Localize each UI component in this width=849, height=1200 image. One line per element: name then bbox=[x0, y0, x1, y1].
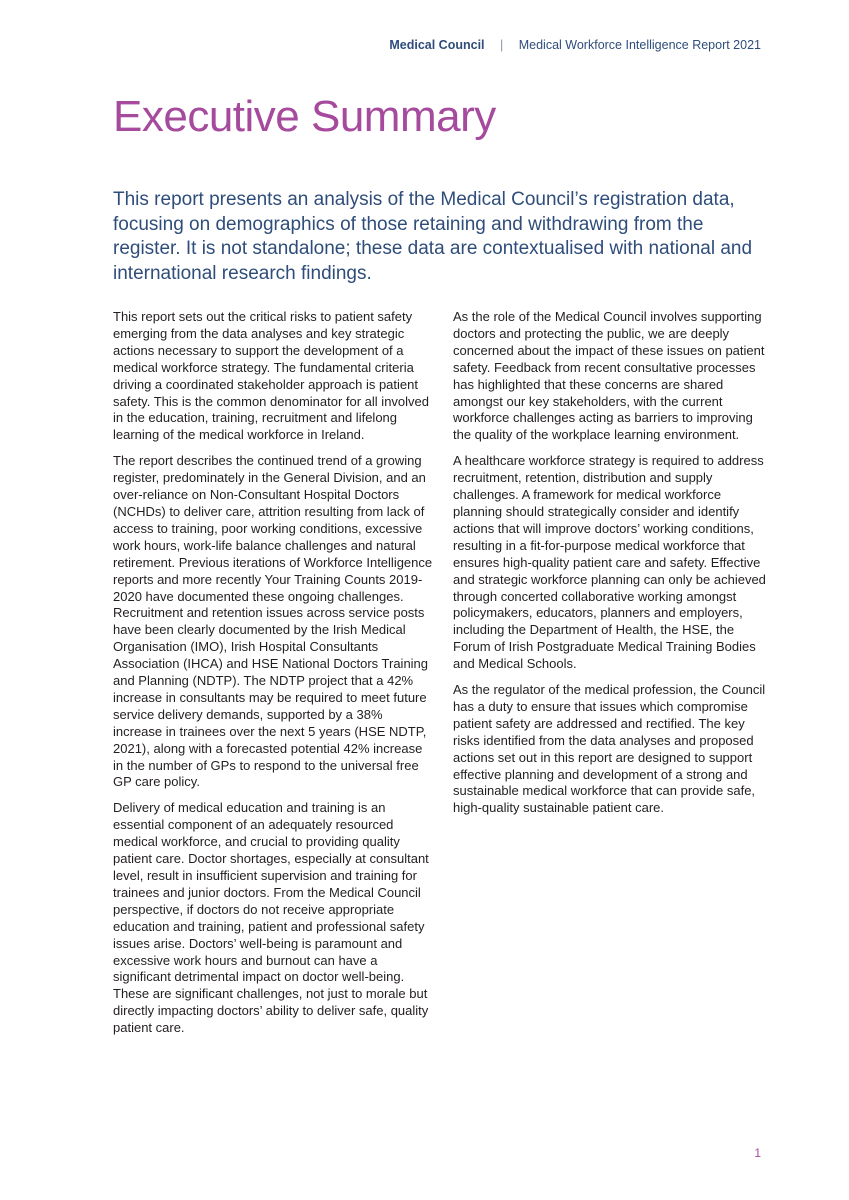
right-paragraph-3: As the regulator of the medical profession, the Council has a duty to ensure that issues which compromise patient safety are addressed and rectified. The key risks identified from the data analyses and proposed actions set out in this report are designed to support effective planning and development of a strong and sustainable medical workforce that can provide safe, high-quality sustainable patient care. bbox=[453, 682, 766, 816]
page-number: 1 bbox=[754, 1146, 761, 1160]
header-organization: Medical Council bbox=[389, 38, 485, 52]
right-column bbox=[453, 309, 768, 826]
header-report-title: Medical Workforce Intelligence Report 2021 bbox=[518, 38, 761, 52]
left-paragraph-3: Delivery of medical education and training is an essential component of an adequately resourced medical workforce, and crucial to providing quality patient care. Doctor shortages, especially at consultant level, result in insufficient supervision and training for trainees and junior doctors. From the Medical Council perspective, if doctors do not receive appropriate education and training, patient and professional safety issues arise. Doctors’ well-being is paramount and excessive work hours and burnout can have a significant detrimental impact on doctor well-being. These are significant challenges, not just to morale but directly impacting doctors’ ability to deliver safe, quality patient care. bbox=[113, 800, 429, 1036]
left-column bbox=[113, 309, 435, 1046]
running-header bbox=[389, 38, 761, 52]
right-paragraph-2: A healthcare workforce strategy is required to address recruitment, retention, distribution and supply challenges. A framework for medical workforce planning should strategically consider and identify actions that will improve doctors’ working conditions, resulting in a fit-for-purpose medical workforce that ensures high-quality patient care and safety. Effective and strategic workforce planning can only be achieved through concerted collaborative working amongst policymakers, educators, planners and employers, including the Department of Health, the HSE, the Forum of Irish Postgraduate Medical Training Bodies and Medical Schools. bbox=[453, 453, 766, 672]
header-separator: | bbox=[500, 38, 504, 52]
left-paragraph-2: The report describes the continued trend of a growing register, predominately in the General Division, and an over-reliance on Non-Consultant Hospital Doctors (NCHDs) to deliver care, attrition resulting from lack of access to training, poor working conditions, excessive work hours, work-life balance challenges and natural retirement. Previous iterations of Workforce Intelligence reports and more recently Your Training Counts 2019-2020 have documented these ongoing challenges. Recruitment and retention issues across service posts have been clearly documented by the Irish Medical Organisation (IMO), Irish Hospital Consultants Association (IHCA) and HSE National Doctors Training and Planning (NDTP). The NDTP project that a 42% increase in consultants may be required to meet future service delivery demands, supported by a 38% increase in trainees over the next 5 years (HSE NDTP, 2021), along with a forecasted potential 42% increase in the number of GPs to respond to the universal free GP care policy. bbox=[113, 453, 433, 790]
left-paragraph-1: This report sets out the critical risks to patient safety emerging from the data analyses and key strategic actions necessary to support the development of a medical workforce strategy. The fundamental criteria driving a coordinated stakeholder approach is patient safety. This is the common denominator for all involved in the education, training, recruitment and lifelong learning of the medical workforce in Ireland. bbox=[113, 309, 429, 443]
right-paragraph-1: As the role of the Medical Council involves supporting doctors and protecting the public, we are deeply concerned about the impact of these issues on patient safety. Feedback from recent consultative processes has highlighted that these concerns are shared amongst our key stakeholders, with the current workforce challenges acting as barriers to improving the quality of the workplace learning environment. bbox=[453, 309, 765, 443]
page-title: Executive Summary bbox=[113, 92, 496, 141]
intro-paragraph: This report presents an analysis of the Medical Council’s registration data, focusing on demographics of those retaining and withdrawing from the register. It is not standalone; these data are contextualised with national and international research findings. bbox=[113, 189, 753, 284]
